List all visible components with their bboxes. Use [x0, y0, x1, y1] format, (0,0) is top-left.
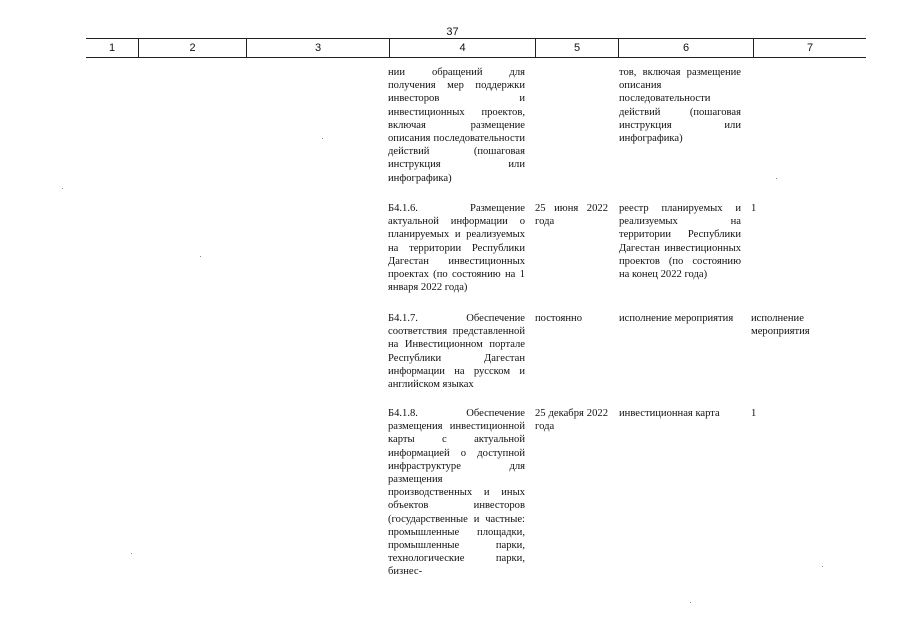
row-0-col6: тов, включая размещение описания последовательности действий (пошаговая инструкция или инфографика) — [619, 67, 741, 145]
row-1-col6: реестр планируемых и реализуемых на территории Республики Дагестан инвестиционных проектов (по состоянию на конец 2022 года) — [619, 203, 741, 281]
column-header-6: 6 — [618, 39, 753, 57]
row-2-col4: Б4.1.7. Обеспечение соответствия представленной на Инвестиционном портале Республики Дагестан информации на русском и английском языках — [388, 313, 525, 391]
table-header-row — [86, 38, 866, 58]
scan-speck — [822, 566, 823, 567]
row-1-col7: 1 — [751, 203, 757, 214]
scan-speck — [62, 188, 63, 189]
row-2-col5: постоянно — [535, 313, 583, 324]
row-1-col4: Б4.1.6. Размещение актуальной информации о планируемых и реализуемых на территории Республики Дагестан инвестиционных проектах (по состоянию на 1 января 2022 года) — [388, 203, 525, 294]
scan-speck — [322, 138, 323, 139]
column-header-4: 4 — [389, 39, 535, 57]
row-2-col6: исполнение мероприятия — [619, 313, 734, 324]
scan-speck — [690, 602, 691, 603]
column-header-7: 7 — [753, 39, 866, 57]
scan-speck — [200, 256, 201, 257]
column-header-3: 3 — [246, 39, 389, 57]
scan-speck — [131, 553, 132, 554]
column-header-2: 2 — [138, 39, 246, 57]
page-number: 37 — [446, 26, 459, 38]
column-header-5: 5 — [535, 39, 618, 57]
row-3-col7: 1 — [751, 408, 757, 419]
scan-speck — [776, 178, 777, 179]
row-3-col6: инвестиционная карта — [619, 408, 720, 419]
row-0-col4: нии обращений для получения мер поддержки инвесторов и инвестиционных проектов, включая размещение описания последовательности действий (пошаговая инструкция или инфографика) — [388, 67, 525, 184]
row-3-col4: Б4.1.8. Обеспечение размещения инвестиционной карты с актуальной информацией о доступной инфраструктуре для размещения производственных и иных объектов инвесторов (государственные и частные: промышленные площадки, промышленные парки, технологические парки, бизнес- — [388, 408, 525, 578]
row-2-col7: исполнение мероприятия — [751, 313, 810, 338]
column-header-1: 1 — [108, 42, 116, 54]
row-3-col5: 25 декабря 2022 года — [535, 408, 608, 433]
row-1-col5: 25 июня 2022 года — [535, 203, 608, 228]
